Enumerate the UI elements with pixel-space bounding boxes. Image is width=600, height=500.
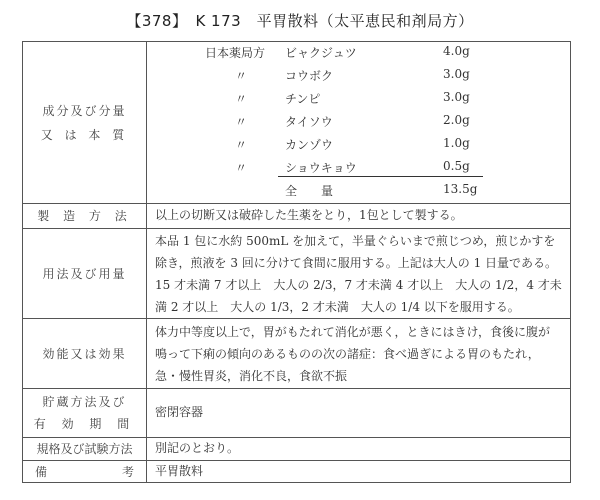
specification-label-text: 規格及び試験方法: [36, 442, 133, 456]
dosage-content: [147, 229, 570, 318]
dosage-line: 除き，煎液を 3 回に分けて食間に服用する。上記は大人の 1 日量である。: [155, 255, 558, 270]
manufacturing-label: [23, 204, 147, 228]
ingredient-amount: 3.0g: [443, 67, 470, 81]
ingredient-amount: 0.5g: [443, 159, 470, 173]
storage-row: [23, 389, 570, 438]
specification-text: 別記のとおり。: [155, 441, 240, 456]
specification-label: [23, 438, 147, 460]
dosage-row: [23, 229, 570, 319]
total-label: 全 量: [285, 184, 334, 198]
effects-label: [23, 319, 147, 388]
ingredients-label-line1: 成分及び分量: [42, 103, 127, 118]
ingredients-label-line2: 又 は 本 質: [40, 127, 129, 142]
ingredient-amount: 3.0g: [443, 90, 470, 104]
dosage-line: 15 才未満 7 才以上 大人の 2/3，7 才未満 4 才以上 大人の 1/2，4 才未: [155, 277, 562, 292]
ingredients-row: [23, 42, 570, 204]
dosage-line: 本品 1 包に水約 500mL を加えて，半量ぐらいまで煎じつめ，煎じかすを: [155, 233, 556, 248]
storage-label: [23, 389, 147, 437]
ingredient-amount: 4.0g: [443, 44, 470, 58]
notes-row: [23, 461, 570, 483]
effects-row: [23, 319, 570, 389]
dosage-line: 満 2 才以上 大人の 1/3，2 才未満 大人の 1/4 以下を服用する。: [155, 299, 520, 314]
monograph-table: [22, 41, 571, 483]
storage-content: [147, 389, 570, 437]
ingredient-amount: 1.0g: [443, 136, 470, 150]
effects-line: 体力中等度以上で，胃がもたれて消化が悪く，ときにはきけ，食後に腹が: [155, 324, 551, 339]
total-divider-line: [278, 176, 483, 177]
notes-label-left: 備: [35, 465, 48, 479]
notes-label: [23, 461, 147, 483]
ingredient-source: 〃: [235, 138, 248, 152]
notes-text: 平胃散料: [155, 464, 204, 479]
ingredient-name: タイソウ: [285, 115, 333, 129]
dosage-label: [23, 229, 147, 318]
notes-label-right: 考: [121, 465, 134, 479]
specification-row: [23, 438, 570, 461]
notes-content: [147, 461, 570, 483]
effects-line: 鳴って下痢の傾向のあるものの次の諸症：食べ過ぎによる胃のもたれ，: [155, 346, 540, 361]
ingredient-source: 〃: [235, 115, 248, 129]
ingredient-source: 〃: [235, 69, 248, 83]
storage-label-line2: 有 効 期 間: [33, 417, 136, 431]
effects-content: [147, 319, 570, 388]
manufacturing-content: [147, 204, 570, 228]
specification-content: [147, 438, 570, 460]
storage-label-line1: 貯蔵方法及び: [42, 395, 127, 409]
ingredient-source: 〃: [235, 92, 248, 106]
total-amount: 13.5g: [443, 182, 478, 196]
ingredients-label: [23, 42, 147, 203]
manufacturing-row: [23, 204, 570, 229]
document-title: 【378】 K 173 平胃散料（太平恵民和剤局方）: [126, 12, 474, 30]
dosage-label-text: 用法及び用量: [42, 266, 127, 281]
ingredient-name: カンゾウ: [285, 138, 334, 152]
manufacturing-label-text: 製 造 方 法: [37, 209, 132, 223]
storage-text: 密閉容器: [155, 405, 204, 420]
manufacturing-text: 以上の切断又は破砕した生薬をとり，1包として製する。: [155, 208, 463, 223]
ingredient-name: ショウキョウ: [285, 161, 357, 175]
ingredient-amount: 2.0g: [443, 113, 470, 127]
ingredient-source: 日本薬局方: [205, 46, 266, 60]
effects-label-text: 効能又は効果: [42, 346, 127, 361]
ingredient-name: ビャクジュツ: [285, 46, 357, 60]
effects-line: 急・慢性胃炎，消化不良，食欲不振: [155, 368, 348, 383]
ingredient-name: チンピ: [285, 92, 321, 106]
ingredient-source: 〃: [235, 161, 248, 175]
ingredient-name: コウボク: [285, 69, 334, 83]
